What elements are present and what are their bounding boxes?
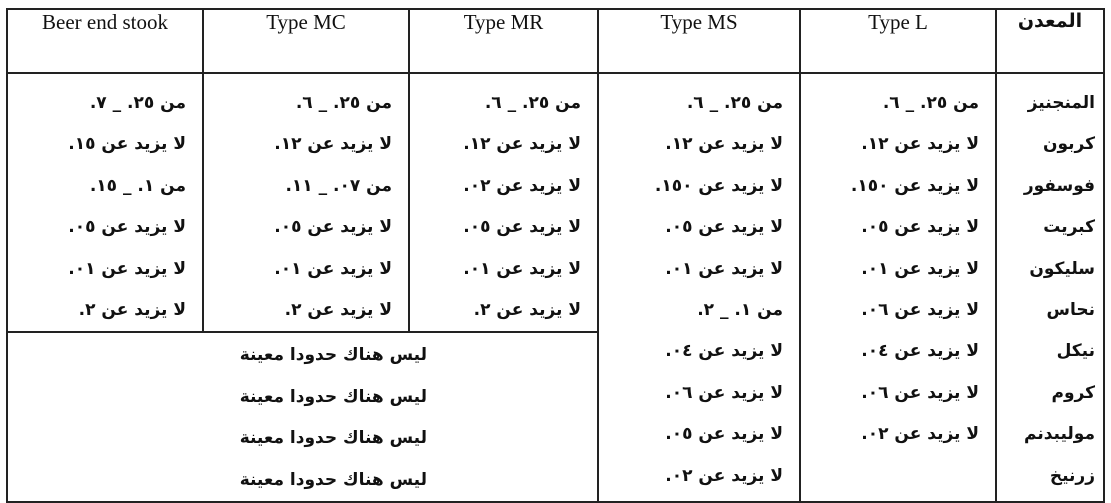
element-name: المنجنيز (1027, 93, 1095, 113)
type-l-value: لا يزيد عن ١٢. (861, 134, 979, 155)
type-mr-value: لا يزيد عن ٠١. (463, 258, 581, 279)
beer-end-stook-value: لا يزيد عن ٢. (78, 299, 186, 320)
type-l-value: لا يزيد عن ٠٦. (861, 299, 979, 320)
type-mr-cell (409, 73, 598, 332)
header-type-mr: Type MR (409, 9, 598, 73)
type-mc-value: لا يزيد عن ١٢. (274, 134, 392, 155)
beer-end-stook-column (8, 74, 202, 331)
type-l-cell (800, 73, 996, 502)
type-ms-value: لا يزيد عن ١٢. (665, 134, 783, 155)
type-ms-column (599, 74, 799, 497)
header-row (7, 9, 1104, 73)
beer-end-stook-value: لا يزيد عن ٠٥. (68, 217, 186, 238)
element-names-cell (996, 73, 1104, 502)
beer-end-stook-value: من ١. _ ١٥. (89, 175, 186, 196)
type-ms-value: لا يزيد عن ٠٥. (665, 217, 783, 238)
type-mc-value: لا يزيد عن ٠١. (274, 258, 392, 279)
element-name: نحاس (1046, 299, 1095, 320)
type-l-column (801, 74, 995, 456)
type-l-value: لا يزيد عن ٠٤. (861, 341, 979, 362)
type-ms-value: من ١. _ ٢. (697, 299, 783, 320)
type-ms-cell (598, 73, 800, 502)
type-l-value: لا يزيد عن ١٥٠. (850, 175, 979, 196)
type-mc-value: من ٢٥. _ ٦. (295, 93, 392, 113)
element-name: فوسفور (1023, 175, 1095, 196)
element-name: سليكون (1029, 258, 1095, 279)
header-element: المعدن (996, 9, 1104, 73)
element-name: كروم (1051, 382, 1095, 403)
steel-composition-table (6, 8, 1105, 503)
type-mc-column (204, 74, 408, 331)
specification-table-frame (6, 8, 1103, 494)
no-limits-note: ليس هناك حدودا معينة (239, 428, 427, 449)
values-row-upper (7, 73, 1104, 332)
beer-end-stook-value: لا يزيد عن ٠١. (68, 258, 186, 279)
type-ms-value: من ٢٥. _ ٦. (686, 93, 783, 113)
type-ms-value: لا يزيد عن ٠٥. (665, 424, 783, 445)
type-mc-cell (203, 73, 409, 332)
no-limits-note: ليس هناك حدودا معينة (239, 469, 427, 490)
header-type-ms: Type MS (598, 9, 800, 73)
no-limits-notes-cell (7, 332, 598, 502)
type-ms-value: لا يزيد عن ٠٦. (665, 382, 783, 403)
type-mr-value: لا يزيد عن ٠٢. (463, 175, 581, 196)
element-name: كبريت (1043, 217, 1095, 238)
header-type-l: Type L (800, 9, 996, 73)
type-mc-value: من ٠٧. _ ١١. (285, 175, 392, 196)
type-ms-value: لا يزيد عن ٠٢. (665, 465, 783, 486)
type-mr-column (410, 74, 597, 331)
element-name: زرنيخ (1049, 465, 1095, 486)
element-name: نيكل (1056, 341, 1095, 362)
element-name: كربون (1042, 134, 1095, 155)
beer-end-stook-cell (7, 73, 203, 332)
element-names-column (997, 74, 1103, 497)
no-limits-note: ليس هناك حدودا معينة (239, 345, 427, 366)
type-mc-value: لا يزيد عن ٢. (284, 299, 392, 320)
element-name: موليبدنم (1024, 424, 1095, 445)
header-type-mc: Type MC (203, 9, 409, 73)
type-mr-value: لا يزيد عن ٠٥. (463, 217, 581, 238)
no-limits-notes (8, 333, 597, 501)
type-mr-value: لا يزيد عن ١٢. (463, 134, 581, 155)
beer-end-stook-value: لا يزيد عن ١٥. (68, 134, 186, 155)
type-mr-value: لا يزيد عن ٢. (473, 299, 581, 320)
type-ms-value: لا يزيد عن ١٥٠. (654, 175, 783, 196)
beer-end-stook-value: من ٢٥. _ ٧. (89, 93, 186, 113)
type-ms-value: لا يزيد عن ٠٤. (665, 341, 783, 362)
type-mr-value: من ٢٥. _ ٦. (484, 93, 581, 113)
type-ms-value: لا يزيد عن ٠١. (665, 258, 783, 279)
header-beer-end-stook: Beer end stook (7, 9, 203, 73)
type-l-value: لا يزيد عن ٠٥. (861, 217, 979, 238)
no-limits-note: ليس هناك حدودا معينة (239, 386, 427, 407)
type-mc-value: لا يزيد عن ٠٥. (274, 217, 392, 238)
type-l-value: لا يزيد عن ٠١. (861, 258, 979, 279)
type-l-value: لا يزيد عن ٠٦. (861, 382, 979, 403)
type-l-value: من ٢٥. _ ٦. (882, 93, 979, 113)
type-l-value: لا يزيد عن ٠٢. (861, 424, 979, 445)
